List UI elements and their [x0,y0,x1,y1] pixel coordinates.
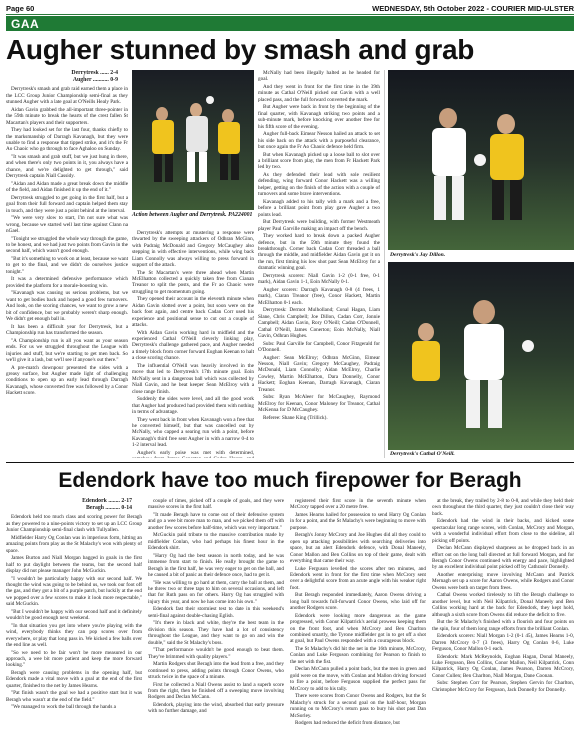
paragraph: Subs: Ryan McAleer for McCaughey, Raymond McElroy for Keenan, Conor Maloney for Treanor, Cathal McKenna for D McCaughey. [258,394,380,413]
paragraph: But the St Malachy's finished with a flourish and four points on the spin, four of them long range efforts from the brilliant Conlan. [432,619,574,632]
paragraph: Kavanagh added to his tally with a mark and a free, before a brilliant point from play gave Augher a two points lead. [258,198,380,218]
story2-col4-body [432,498,574,693]
paragraph: "Pat finish wasn't the goal we had a positive start but it was Beragh who wasn't at the end of the field." [6,690,142,703]
paragraph: Edendork were looking more dangerous as the game progressed, with Conor Kilpatrick's aerial prowess keeping them on the front foot, and when McCrory and Ben Charlton combined smartly, the Tyrone midfielder got in to get off a shot at goal, but Paul Owens responded with a courageous block. [290,612,426,645]
paragraph: Augher's early poise was met with determined, [137,449,254,456]
paragraph: Luke Ferguson levelled the scores after ten minutes, and Edendork went in front for the first time when McCrory sent over a delightful score from an acute angle with his weaker right foot. [290,565,426,591]
paragraph: And they went in front for the first time in the 39th minute as Cathal O'Neill picked out Gavin with a well placed pass, and the full forward converted the mark. [258,84,380,103]
story2-headline: Edendork have too much firepower for Beragh [58,469,522,492]
paragraph: There were scores from Conor Owens and Rodgers, but the St Malachy's struck for a second goal on the half-hour, Morgan running on to McCrory's return pass to bury his shot past Dan McSorley. [290,693,426,719]
paragraph: The St Malachy's did hit the net in the 16th minute, McCrory, Conlan and Luke Ferguson combining for Pearson to finish to the net with the fist. [290,646,426,665]
paragraph: James Hearns hailed for possession to send Harry Og Conlan in for a point, and the St Malachy's were beginning to move with purpose. [290,512,426,531]
paragraph: Derrytresk's smash and grab raid earned them a place in the LCC Group Junior Championship semi-final as they stunned Augher with a late goal at O'Neills Healy Park. [6,86,128,106]
paragraph: Derrytresk struggled to get going in the first half, but a goal from their full forward and captain helped them stay in touch, and they were just a point behind at the interval. [6,194,128,214]
paragraph: But when Kavanagh picked up a loose ball to slot over a brilliant score from play, the men from Fr Hackett Park led by two. [258,151,380,171]
paragraph: "So we need to be fair won't be more measured in our approach, a wee bit more patient and keep the more forward looking." [6,649,142,669]
paragraph: Subs: Stephen Corr for Pearson, Stephen Gervin for Charlton, Christopher McCrory for Ferguson, Jack Donnelly for Donnelly. [432,680,574,693]
story1-column-2 [132,230,254,458]
paragraph: Edendork held too much class and scoring power for Beragh as they powered to a nine-points victory to set up an LCC Group Junior Championship semi-final clash with Tullyallen. [6,514,142,534]
paragraph: Beragh's Jonny McCrory and Joe Hughes did all they could to open up attacking possibilities with searching deliveries into space, but an alert Edendork defence, with Donal Maneely, Conor Mallon and Ben Collins on top of their game, dealt with everything that came their way. [290,532,426,565]
paragraph: Beragh were causing problems in the opening half, but Edendork made a vital move with a goal at the end of the first quarter, finished to the net by James Hearns. [6,670,142,689]
story2-column-2 [148,498,284,734]
story1-col2-body [132,230,254,458]
photo-jay-dillon [388,70,574,250]
paragraph: "I wouldn't be particularly happy with our second half. We thought the wind was going to be behind us, we took our foot off the gas, and they got a bit of a purple patch, but luckily at the end we popped over a few scores to make it look more respectable," said McGuckin. [6,575,142,608]
date-line: WEDNESDAY, 5th October 2022 - COURIER MID-ULSTER [372,3,574,13]
paragraph: "It's there in black and white, they're the best team in the division this season. They have had a lot of consistency throughout the League, and they want to go on and win the double," said the St Malachy's boss. [148,620,284,646]
story2-score-block [6,498,142,512]
section-label: GAA [11,16,40,31]
photo3-caption: Derrytresk's Cathal O'Neill. [390,451,455,457]
paragraph: Martin Rodgers shot Beragh into the lead from a free, and they continued to press, adding points through Conor Owens, who struck twice in the space of a minute. [148,661,284,681]
score-line-home: Edendork ........ 2-17 [82,498,132,504]
paragraph: "But I wouldn't be happy with our second half and it definitely wouldn't be good enough next weekend. [6,608,142,622]
paragraph: Edendork, playing into the wind, absorbed that early pressure with no further damage, and [148,702,284,715]
paragraph: James Burton and Niall Morgan bagged in goals in the first half to put daylight between the teams, but the second half display did not please manager John McGuckin. [6,555,142,575]
paragraph: Rodgers had reduced the deficit from distance, but [295,720,400,727]
paragraph: "In that situation you get into where you're playing with the wind, everybody thinks they can pop scores over from everywhere, or play that long pass in. We kicked a few balls over the end line as well. [6,622,142,649]
score-line-home: Derrytresk ...... 2-4 [71,70,118,76]
paragraph: Midfielder Harry Og Conlan was in imperious form, hitting an amazing points from play as the St Malachy's won with plenty of space. [6,534,142,554]
paragraph: Aidan Gavin grabbed the all-important three-pointer in the 59th minute to break the hearts of the crest fallen St Macartan's players and their supporters. [6,106,128,126]
paragraph: It has been a difficult year for Derrytresk, but a Championship run has transformed the season. [6,323,128,337]
paragraph: "He was willing to go hard at them, carry the ball at them, and he threw two or three taps to him on several occasions, and left that for Ruth pass on for others. Harry Og has struggled with injury this year, and now he has come into his own." [148,579,284,605]
paragraph: "We were very slow to start, I'm not sure what was wrong, because we started well last time against Clann na nGael. [6,215,128,235]
story1-column-1 [6,70,128,458]
story1-column-3 [258,70,380,458]
paragraph: Edendork fast their stormiest test to date in this weekend's semi-final against double-chasing Eglish. [148,606,284,619]
paragraph: Declan McCann displayed sharpness as he dropped back in an effort out on the long ball directed at full forward Morgan, and for Beragh Conor Owens continued with energy and pace, highlighted by an excellent individual point picked off by Cathraoir Donnelly. [432,545,574,571]
paragraph: But Augher were back in front by the beginning of the final quarter, with Kavanagh striking two points and a sub-minute mark, before knocking over another free for his fifth score of the evening. [258,104,380,130]
story2-column-3 [290,498,426,734]
paragraph: at the break, they trailed by 2-8 to 0-8, and while they held their own throughout the third quarter, they just couldn't close their way back. [432,498,574,517]
paragraph: "We managed to work the ball through the hands a [11,704,116,711]
paragraph: Another enterprising move involving McCann and Patrick Mernagh set up a score for Aaron Owens, while Rodgers and Conor Owens were both on target from frees. [432,572,574,591]
paragraph: Augher scorers: Darragh Kavanagh 0-8 (4 frees, 1 mark), Ciaran Treanor (free), Conor Hackett, Martin McElhatton 0-1 each. [258,286,380,306]
photo2-caption: Derrytresk's Jay Dillon. [390,252,446,258]
story2-column-4 [432,498,574,734]
column-separator [384,70,385,458]
paragraph: Derrytresk's attempts at mustering a response were thwarted by the sweeping attackers of Odhran McGinn, with Padraig McDonald and Gregory McCaughey also stepping in with effective interventions, while wing back Liam Connolly was always willing to press forward in support of the attack. [132,230,254,269]
story2-col3-body [290,498,426,727]
paragraph: But Derrytresk were building, with former Westmeath player Paul Garville making an impact off the bench. [258,219,380,232]
paragraph: They had looked set for the last four, thanks chiefly to the marksmanship of Darragh Kavanagh, but they were unable to find a response that tipped strike, and it's the Fr Ao Chaoic who go through to face Aghaloo on Sunday. [6,127,128,153]
paragraph: It was a determined defensive performance which provided the platform for a morale-boosting win. [6,276,128,289]
masthead [6,2,574,14]
paragraph: First he collected a Niall Owens assist to land a superb score from the right, then he finished off a sweeping move involving Rodgers and Declan McCann. [148,681,284,701]
page-number: Page 60 [6,3,35,13]
photo1-caption: Action between Augher and Derrytresk. PA224001 [132,212,253,218]
paragraph: couple of times, picked off a couple of goals, and they were massive scores in the first half. [148,498,284,511]
paragraph: Cathal Owens worked tirelessly to lift the Beragh challenge to another level, but with Neil Kilpatrick, Donal Maneely and Ben Collins working hard at the back for Edendork, they kept hold, although a sixth score from Owens did reduce the deficit to five. [432,592,574,618]
paragraph: As they defended their lead with sole resilient defending, wing forward Conor Hackett was a willing helper, getting on the finish of the action with a couple of turnovers and some brave interventions. [258,172,380,198]
story1-col1-body [6,86,128,396]
paragraph: "It was smash and grab stuff, but we just hung in there, and when there's only two points in it, you always have a chance, and we're delighted to get through," said Derrytresk captain Niall Cassidy. [6,154,128,180]
paragraph: Derrytresk scorers: Niall Gavin 1-2 (0-1 free, 0-1 mark), Aidan Gavin 1-1, Eoin McNally 0-1. [258,272,380,286]
paragraph: The St Macartan's were three ahead when Martin McElhatton collected a quickly taken free from Cianan Treanor to split the posts, and the Fr ao Chaoic were struggling to get momentum going. [132,269,254,295]
paragraph: "Aidan and Aidan made a great break down the middle of the field, and Aidan finished it up the end of it." [6,180,128,194]
paragraph: They opened their account in the eleventh minute when Aidan Gavin slotted over a point, but soon were on the back foot again, and centre back Cadan Corr used his experience and positional sense to cut out a couple of attacks. [132,296,254,329]
section-band [6,16,574,31]
paragraph: Declan McCann pulled a point back, but the men in green and gold were on the move, with Conlan and Mallon driving forward to fire a point, before Ferguson supplied the perfect pass for McCrory to add to his tally. [290,666,426,692]
paragraph: Referee: Shane King (Trillick). [263,414,328,421]
paragraph: "But it's something to work on at least, because we want to get to the final, and we didn't do ourselves justice tonight." [6,256,128,275]
score-line-away: Beragh .......... 0-14 [85,505,132,512]
masthead-rule [6,14,574,15]
story1-score-block [6,70,128,84]
paragraph: "Tonight we struggled the whole way through the game, to be honest, and we had just two points from Gavin in the second half, which wasn't good enough. [6,235,128,255]
paragraph: They went back in front when Kavanagh won a free that he converted himself, but that was cancelled out by McNally, who capped a searing run with a point, before Kavanagh's third free sent Augher in with a narrow 0-4 to 1-2 interval lead. [132,416,254,449]
story1-headline: Augher stunned by smash and grab [6,34,475,65]
score-line-away: Augher ........... 0-9 [72,77,118,84]
paragraph: Augher full-back Eimear Nesson hailed an attack to set his side back on the attack with a purposeful clearance, but once again the Fr Ao Chaoic defence held firm. [258,131,380,151]
story1-col3-body [258,70,380,421]
paragraph: Edendork: Mark McReynolds, Eoghan Hagan, Donal Maneely, Luke Ferguson, Ben Collins, Conor Mallon, Neil Kilpatrick, Conn Kilpatrick, Harry Og Conlan, James Pearson, Darren McCrory, Conor Cullen; Ben Charlton, Niall Morgan, Dane Coonan. [432,653,574,679]
paragraph: Edendork had the wind in their backs, and kicked some spectacular long range scores, with Conlan, McCrory and Morgan, with a wonderful individual effort from close to the sideline, all picking off points. [432,518,574,544]
paragraph: "Kavanagh was causing us serious problems, but we want to get bodies back and hoped a good few turnovers. And look, on the scoring chances, we want to grow a new bit of confidence, but we probably weren't sharp enough. We didn't get enough ball in. [6,290,128,323]
photo-cathal-oneill [388,262,574,450]
paragraph: "It made Beragh have to come out of their defensive system and go a wee bit more man to man, and we picked them off with another few scores before half-time, which was very important." [148,512,284,531]
paragraph: Derrytresk: Dermot Mulholland; Conal Hagan, Liam Slane, Chris Campbell; Joe Dillon, Cadan Corr, Jonnie Campbell; Aidan Gavin, Rory O'Neill; Cadan O'Donnell, Cathal O'Neill, James Conerton; Eoin McNally, Niall Gavin, Odhran Hughes. [258,307,380,339]
paragraph: registered their first score in the seventh minute when McCrory tapped over a 20 metre free. [290,498,426,511]
story-divider [6,462,574,463]
paragraph: "Harry Og had the best season in north today, and he was immense from start to finish. He really brought the game to Beragh in the first half, he was very eager to get on the ball, and he caused a bit of panic as their defence once, had to get it. [148,552,284,579]
paragraph: The influential O'Neill was heavily involved in the move that led to Derrytresk's 17th minute goal. Eoin McNally sent in a dangerous ball which was collected by Niall Gavin, and he beat keeper Sean McElroy with a close range finish. [132,362,254,395]
paragraph: "A Championship run is all you want as your season ends. For us we struggled throughout the League with injuries and stuff, but we're starting to get men back. So we'll give it a lash, but we'll see if anyone's out there." [6,337,128,363]
paragraph: Subs: Paul Garville for Campbell, Conor Fitzgerald for O'Donnell. [258,340,380,353]
paragraph: Augher: Sean McElroy; Odhran McGinn, Eimear Nesson, Niall Gavin; Gregory McCaughey, Padraig McDonald, Liam Connolly; Aidan McElroy, Charlie Cowley, Martin McElhatton, Dara Donnelly, Conor Hackett; Eoghan Keenan, Darragh Kavanagh, Ciaran Treanor. [258,354,380,393]
paragraph: But Beragh responded immediately, Aaron Owens driving a long ball towards full-forward Conor Owens, who laid off for another Rodgers score. [290,592,426,612]
paragraph: With Aidan Gavin working hard in midfield and the experienced Cathal O'Neill cleverly linking play, Derrytresk's challenge gathered pace, and Augher needed a timely block from corner forward Eoghan Keenan to halt a close scoring chance. [132,329,254,362]
paragraph: Edendork scorers: Niall Morgan 1-2 (0-1 45), James Hearns 1-0, Darren McCrory 0-7 (3 frees), Harry Og Conlan 0-6, Luke Ferguson, Conor Mallon 0-1 each. [432,633,574,653]
paragraph: McNally had been illegally halted as he headed for goal. [258,70,380,83]
photo-action-augher-derrytresk [132,70,254,210]
paragraph: Suddenly the sides were level, and all the good work that Augher had produced had provided them with nothing in terms of advantage. [132,396,254,415]
paragraph: A pre-match downpour presented the sides with a greasy surface, but Augher made light of challenging conditions to open up an early lead through Darragh Kavanagh, whose converted free was followed by a Conor Hackett score. [6,364,128,397]
paragraph: "That performance wouldn't be good enough to beat them. They've brimmed with quality players." [148,647,284,660]
story2-col1-body [6,514,142,710]
paragraph: They worked hard to break down a packed Augher defence, but in the 59th minute they found the breakthrough. Corner back Cadan Corr threaded a ball through the middle, and midfielder Aidan Gavin got it on the run, first timing his low shot past Sean McElroy for a dramatic winning goal. [258,233,380,272]
story2-col2-body [148,498,284,715]
paragraph: McGuckin paid tribute to the massive contribution made by midfielder Conlan, who had perhaps his finest hour in the Edendork shirt. [148,532,284,552]
story2-column-1 [6,498,142,734]
